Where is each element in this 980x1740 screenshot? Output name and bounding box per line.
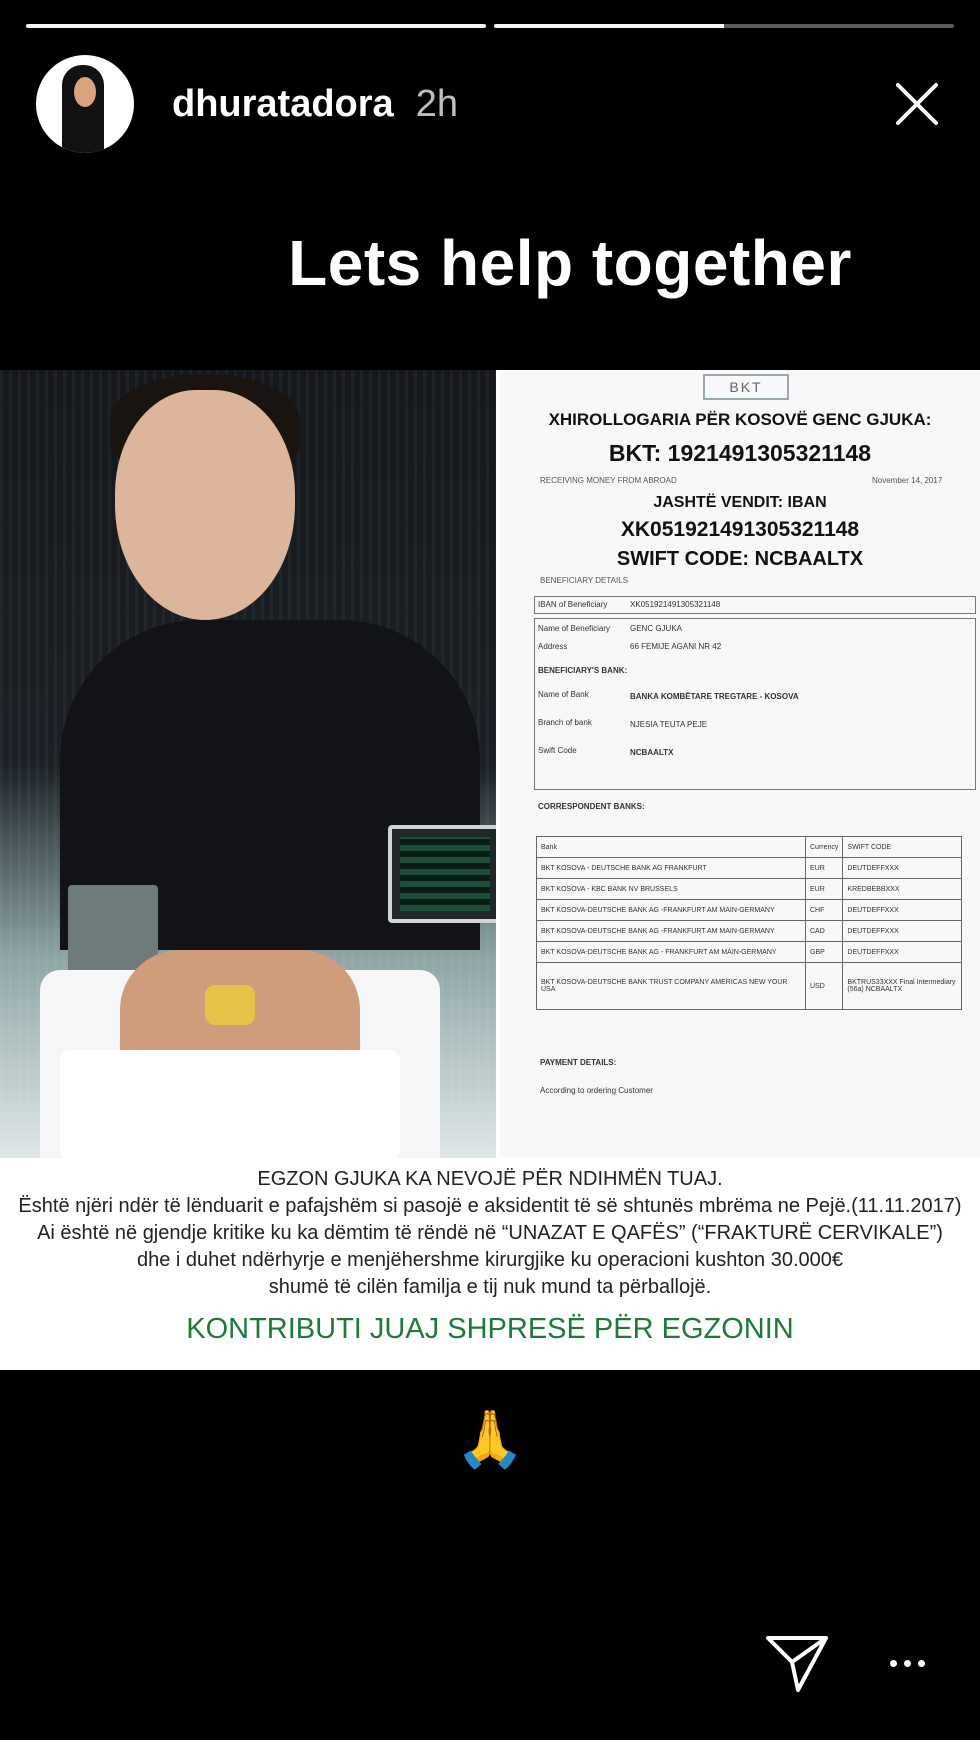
more-dot	[890, 1660, 897, 1667]
doc-iban: XK051921491305321148	[620, 518, 860, 541]
progress-fill-1	[26, 24, 486, 28]
swift-label: Swift Code	[538, 746, 577, 755]
table-cell: DEUTDEFFXXX	[843, 942, 962, 963]
table-cell: BKTRUS33XXX Final Intermediary (56a) NCBAALTX	[843, 963, 962, 1010]
correspondent-heading: CORRESPONDENT BANKS:	[538, 802, 645, 811]
notice-slogan: KONTRIBUTI JUAJ SHPRESË PËR EGZONIN	[186, 1313, 794, 1345]
table-header-cell: Currency	[806, 837, 843, 858]
payment-details-heading: PAYMENT DETAILS:	[540, 1058, 617, 1067]
notice-line-1: Është njëri ndër të lënduarit e pafajshëm si pasojë e aksidentit të së shtunës mbrëma ne Pejë.(11.11.2017)	[18, 1195, 962, 1217]
table-header-cell: SWIFT CODE	[843, 837, 962, 858]
notice-line-4: shumë të cilën familja e tij nuk mund ta përballojë.	[268, 1276, 712, 1298]
bed-sheet	[60, 1050, 400, 1158]
table-cell: GBP	[806, 942, 843, 963]
story-footer	[762, 1628, 940, 1698]
table-row	[537, 921, 962, 942]
table-cell: BKT KOSOVA - KBC BANK NV BRUSSELS	[537, 879, 806, 900]
bank-name-value: BANKA KOMBËTARE TREGTARE - KOSOVA	[630, 692, 799, 701]
table-cell: BKT KOSOVA-DEUTSCHE BANK AG -FRANKFURT AM MAIN-GERMANY	[537, 900, 806, 921]
more-options-button[interactable]	[890, 1648, 940, 1678]
bank-logo: BKT	[703, 374, 789, 400]
appeal-notice	[0, 1160, 980, 1370]
avatar-face	[74, 77, 96, 107]
iban-value: XK051921491305321148	[630, 600, 721, 609]
praying-hands-emoji: 🙏	[455, 1407, 525, 1470]
progress-segment-1	[26, 24, 486, 28]
table-cell: BKT KOSOVA-DEUTSCHE BANK AG - FRANKFURT AM MAIN-GERMANY	[537, 942, 806, 963]
branch-value: NJESIA TEUTA PEJE	[630, 720, 708, 729]
monitor-screen	[400, 837, 490, 911]
doc-date: November 14, 2017	[872, 476, 943, 485]
address-label: Address	[538, 642, 568, 651]
story-image	[0, 370, 980, 1370]
table-cell: DEUTDEFFXXX	[843, 900, 962, 921]
bank-section: BENEFICIARY'S BANK:	[538, 666, 628, 675]
table-header-cell: Bank	[537, 837, 806, 858]
iban-label: IBAN of Beneficiary	[538, 600, 608, 609]
close-icon	[894, 81, 940, 127]
table-row	[537, 900, 962, 921]
progress-fill-2	[494, 24, 724, 28]
send-icon	[762, 1628, 832, 1698]
table-row	[537, 963, 962, 1010]
doc-iban-label: JASHTË VENDIT: IBAN	[653, 494, 827, 511]
table-cell: CAD	[806, 921, 843, 942]
table-row	[537, 858, 962, 879]
doc-beneficiary-details: BENEFICIARY DETAILS	[540, 576, 629, 585]
table-cell: USD	[806, 963, 843, 1010]
story-progress	[26, 24, 954, 30]
table-header-row	[537, 837, 962, 858]
swift-value: NCBAALTX	[630, 748, 674, 757]
story-caption: Lets help together	[288, 227, 852, 299]
doc-heading: XHIROLLOGARIA PËR KOSOVË GENC GJUKA:	[548, 410, 932, 429]
table-cell: KREDBEBBXXX	[843, 879, 962, 900]
notice-title: EGZON GJUKA KA NEVOJË PËR NDIHMËN TUAJ.	[257, 1168, 723, 1190]
table-cell: DEUTDEFFXXX	[843, 858, 962, 879]
bank-name-label: Name of Bank	[538, 690, 589, 699]
close-button[interactable]	[890, 77, 944, 131]
man-face	[115, 390, 295, 620]
patient-photo	[0, 370, 496, 1158]
table-cell: DEUTDEFFXXX	[843, 921, 962, 942]
time-ago: 2h	[415, 82, 458, 125]
table-row	[537, 879, 962, 900]
beneficiary-box	[534, 618, 976, 790]
table-cell: BKT KOSOVA-DEUTSCHE BANK AG -FRANKFURT AM MAIN-GERMANY	[537, 921, 806, 942]
correspondent-table	[536, 836, 962, 1010]
name-label: Name of Beneficiary	[538, 624, 611, 633]
name-value: GENC GJUKA	[630, 624, 683, 633]
table-cell: EUR	[806, 858, 843, 879]
address-value: 66 FEMIJE AGANI NR 42	[630, 642, 722, 651]
heart-monitor	[388, 825, 496, 923]
doc-account: BKT: 1921491305321148	[608, 440, 872, 466]
table-cell: CHF	[806, 900, 843, 921]
more-dot	[904, 1660, 911, 1667]
doc-swift: SWIFT CODE: NCBAALTX	[616, 548, 864, 570]
doc-receiving: RECEIVING MONEY FROM ABROAD	[540, 476, 677, 485]
table-cell: BKT KOSOVA-DEUTSCHE BANK TRUST COMPANY AMERICAS NEW YOUR USA	[537, 963, 806, 1010]
progress-segment-2	[494, 24, 954, 28]
table-row	[537, 942, 962, 963]
table-cell: BKT KOSOVA - DEUTSCHE BANK AG FRANKFURT	[537, 858, 806, 879]
username[interactable]: dhuratadora	[172, 82, 394, 125]
notice-line-2: Ai është në gjendje kritike ku ka dëmtim të rëndë në “UNAZAT E QAFËS” (“FRAKTURË CERVIKALE”)	[37, 1222, 943, 1244]
send-button[interactable]	[762, 1628, 832, 1698]
more-dot	[918, 1660, 925, 1667]
branch-label: Branch of bank	[538, 718, 592, 727]
bank-document	[500, 370, 980, 1158]
notice-line-3: dhe i duhet ndërhyrje e menjëhershme kirurgjike ku operacioni kushton 30.000€	[137, 1249, 843, 1271]
table-cell: EUR	[806, 879, 843, 900]
payment-details-value: According to ordering Customer	[540, 1086, 653, 1095]
story-header	[36, 52, 944, 156]
neck-collar	[205, 985, 255, 1025]
avatar[interactable]	[36, 55, 134, 153]
